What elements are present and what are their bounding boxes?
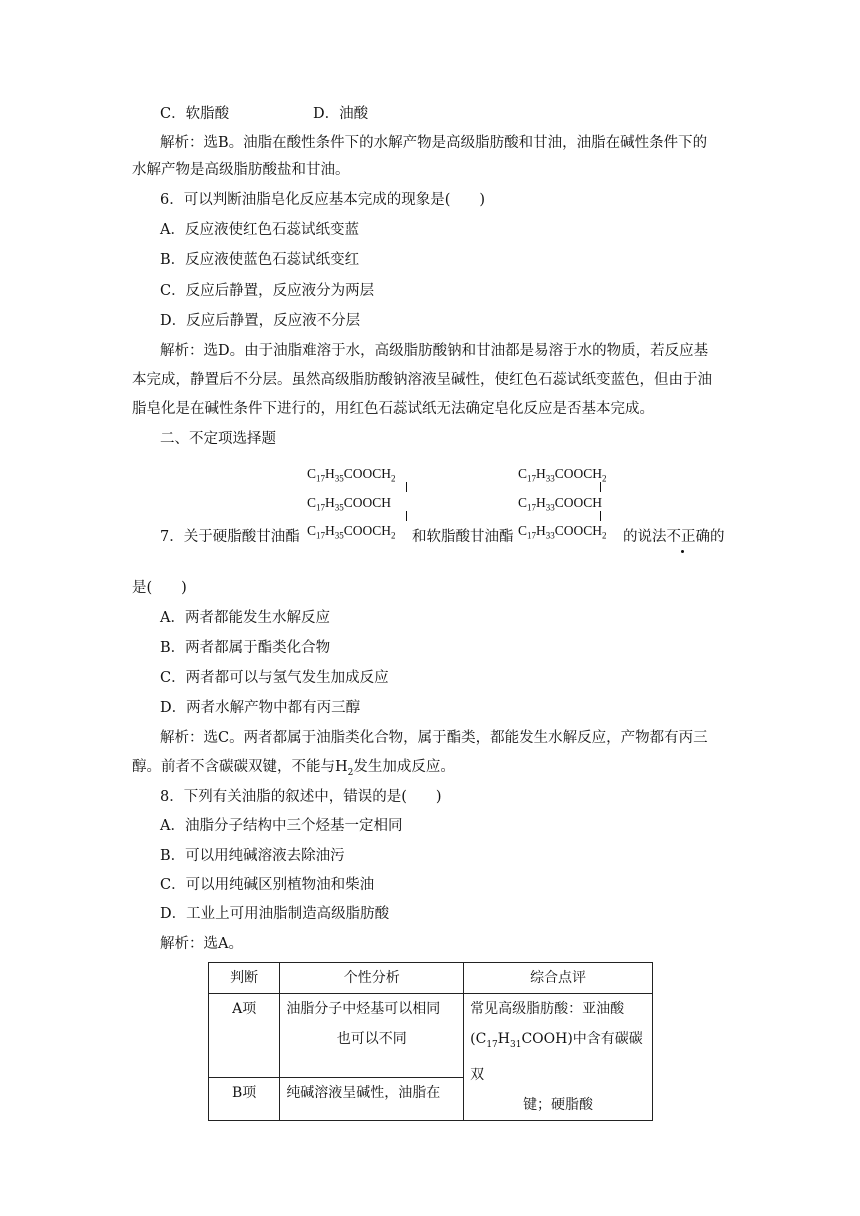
q7-stem-part-3: 的说法不正确的	[623, 529, 725, 545]
palmitin-row-3: $C_{17}H_{33}COOCH_2$	[518, 523, 607, 541]
q5-answer-line-2: 水解产物是高级脂肪酸盐和甘油。	[132, 162, 350, 178]
palmitin-formula	[518, 466, 638, 546]
q6-option-d: D．反应后静置，反应液不分层	[160, 313, 361, 329]
q7-answer-line-1: 解析：选C。两者都属于油脂类化合物，属于酯类，都能发生水解反应，产物都有丙三	[160, 730, 708, 746]
palmitin-bond-1	[600, 482, 601, 492]
table-header-row	[209, 963, 653, 994]
q6-stem: 6．可以判断油脂皂化反应基本完成的现象是( )	[160, 192, 486, 208]
emphasis-not: 不	[666, 529, 681, 545]
stearin-row-2: $C_{17}H_{35}COOCH$	[307, 495, 392, 513]
q7-stem-part-1: 7．关于硬脂酸甘油酯	[160, 529, 300, 545]
q7-stem-part-2: 和软脂酸甘油酯	[412, 529, 514, 545]
q5-option-c: C．软脂酸	[160, 106, 230, 122]
palmitin-row-1: $C_{17}H_{33}COOCH_2$	[518, 466, 607, 484]
q6-answer-line-2: 本完成，静置后不分层。虽然高级脂肪酸钠溶液呈碱性，使红色石蕊试纸变蓝色，但由于油	[132, 372, 712, 388]
analysis-table	[208, 962, 653, 1121]
row-a-analysis: 油脂分子中烃基可以相同 也可以不同	[280, 994, 464, 1078]
q7-option-c: C．两者都可以与氢气发生加成反应	[160, 670, 389, 686]
section-heading: 二、不定项选择题	[160, 431, 276, 447]
q7-answer-line-2: 醇。前者不含碳碳双键，不能与$H_2$发生加成反应。	[132, 759, 455, 778]
palmitin-row-2: $C_{17}H_{33}COOCH$	[518, 495, 603, 513]
stearin-bond-1	[406, 482, 407, 492]
q7-option-d: D．两者水解产物中都有丙三醇	[160, 700, 361, 716]
row-a-label: A项	[209, 994, 280, 1078]
q8-option-b: B．可以用纯碱溶液去除油污	[160, 848, 345, 864]
header-analysis: 个性分析	[280, 963, 464, 994]
header-judgement: 判断	[209, 963, 280, 994]
q7-option-b: B．两者都属于酯类化合物	[160, 640, 331, 656]
comment-cell: 常见高级脂肪酸：亚油酸 $(C_{17}H_{31}COOH)$中含有碳碳双 键；硬脂酸	[464, 994, 653, 1121]
q8-answer: 解析：选A。	[160, 936, 243, 952]
stearin-row-3: $C_{17}H_{35}COOCH_2$	[307, 523, 396, 541]
stearin-formula	[307, 466, 427, 546]
stearin-bond-2	[406, 511, 407, 521]
q8-option-d: D．工业上可用油脂制造高级脂肪酸	[160, 906, 390, 922]
header-comment: 综合点评	[464, 963, 653, 994]
q8-stem: 8．下列有关油脂的叙述中，错误的是( )	[160, 789, 442, 805]
palmitin-bond-2	[600, 511, 601, 521]
emphasis-dot	[681, 550, 684, 553]
q8-option-a: A．油脂分子结构中三个烃基一定相同	[160, 818, 403, 834]
q6-option-a: A．反应液使红色石蕊试纸变蓝	[160, 222, 359, 238]
row-b-analysis: 纯碱溶液呈碱性，油脂在	[280, 1078, 464, 1121]
q7-stem-end: 是( )	[132, 580, 187, 596]
q6-option-c: C．反应后静置，反应液分为两层	[160, 283, 375, 299]
q6-answer-line-1: 解析：选D。由于油脂难溶于水，高级脂肪酸钠和甘油都是易溶于水的物质，若反应基	[160, 343, 709, 359]
table-row	[209, 994, 653, 1078]
q6-answer-line-3: 脂皂化是在碱性条件下进行的，用红色石蕊试纸无法确定皂化反应是否基本完成。	[132, 401, 654, 417]
q7-option-a: A．两者都能发生水解反应	[160, 610, 330, 626]
row-b-label: B项	[209, 1078, 280, 1121]
stearin-row-1: $C_{17}H_{35}COOCH_2$	[307, 466, 396, 484]
q6-option-b: B．反应液使蓝色石蕊试纸变红	[160, 252, 360, 268]
q5-answer-line-1: 解析：选B。油脂在酸性条件下的水解产物是高级脂肪酸和甘油，油脂在碱性条件下的	[160, 135, 708, 151]
q5-option-d: D．油酸	[313, 106, 369, 122]
q8-option-c: C．可以用纯碱区别植物油和柴油	[160, 877, 375, 893]
